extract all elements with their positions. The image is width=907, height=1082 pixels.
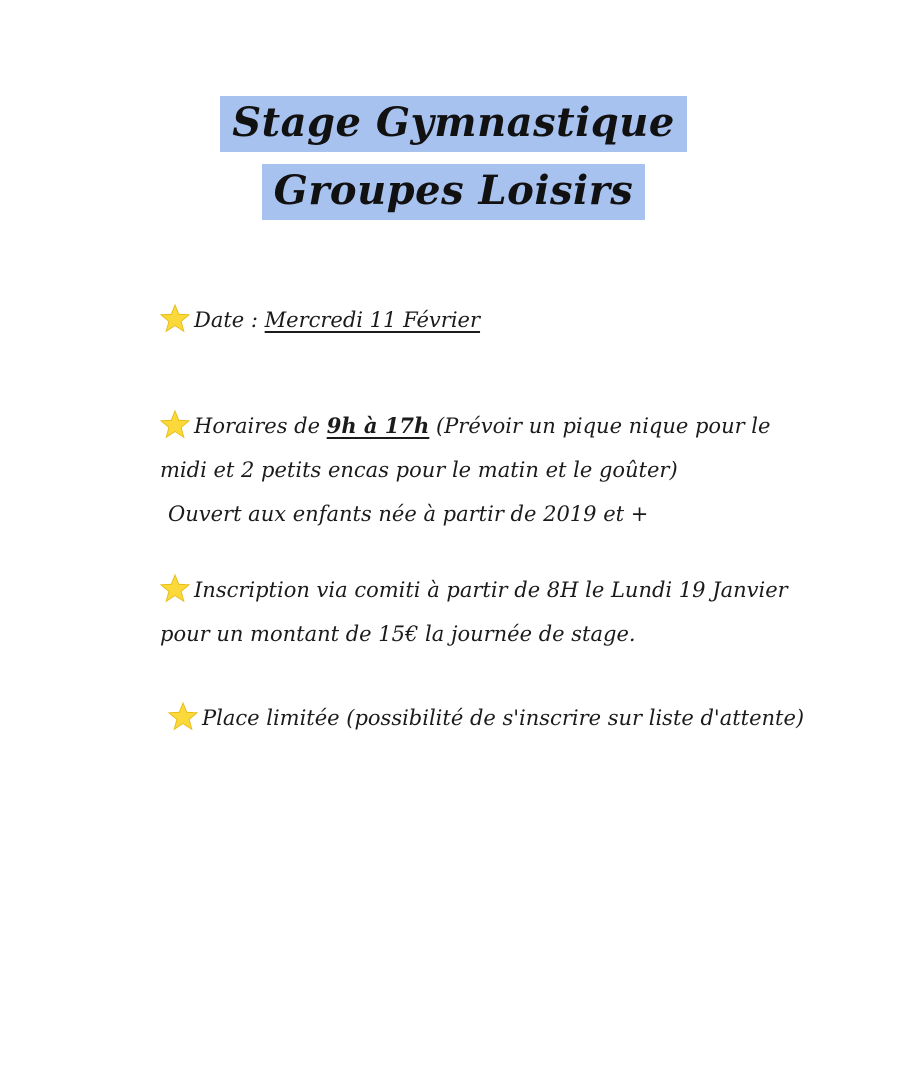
item-horaires [160, 404, 812, 536]
item-date-line [160, 298, 812, 342]
item-date-value: Mercredi 11 Février [264, 308, 481, 332]
spacer-3 [160, 666, 812, 696]
item-inscription-line-1 [160, 568, 812, 612]
item-horaires-value: 9h à 17h [326, 413, 430, 438]
star-icon [160, 303, 190, 333]
star-icon [168, 701, 198, 731]
item-places [160, 696, 812, 740]
item-horaires-label: Horaires de [194, 414, 327, 438]
poster-title-line-1: Stage Gymnastique [220, 96, 687, 152]
item-inscription-text-2: pour un montant de 15€ la journée de stage. [160, 622, 636, 646]
spacer-2 [160, 546, 812, 568]
title-block [0, 96, 907, 220]
item-horaires-line [160, 404, 812, 492]
spacer-1 [160, 352, 812, 404]
star-icon [160, 409, 190, 439]
star-icon [160, 573, 190, 603]
item-horaires-note: (Prévoir un pique nique pour le midi et 2 petits encas pour le matin et le goûter) [160, 414, 771, 482]
item-date-label: Date : [194, 308, 265, 332]
item-places-line [160, 696, 812, 740]
item-date [160, 298, 812, 342]
item-inscription [160, 568, 812, 656]
poster-title-line-2: Groupes Loisirs [262, 164, 646, 220]
item-places-text: Place limitée (possibilité de s'inscrire sur liste d'attente) [202, 706, 805, 730]
item-horaires-extra: Ouvert aux enfants née à partir de 2019 et + [168, 502, 649, 526]
poster-body [0, 298, 907, 740]
item-inscription-text-1: Inscription via comiti à partir de 8H le Lundi 19 Janvier [194, 578, 788, 602]
